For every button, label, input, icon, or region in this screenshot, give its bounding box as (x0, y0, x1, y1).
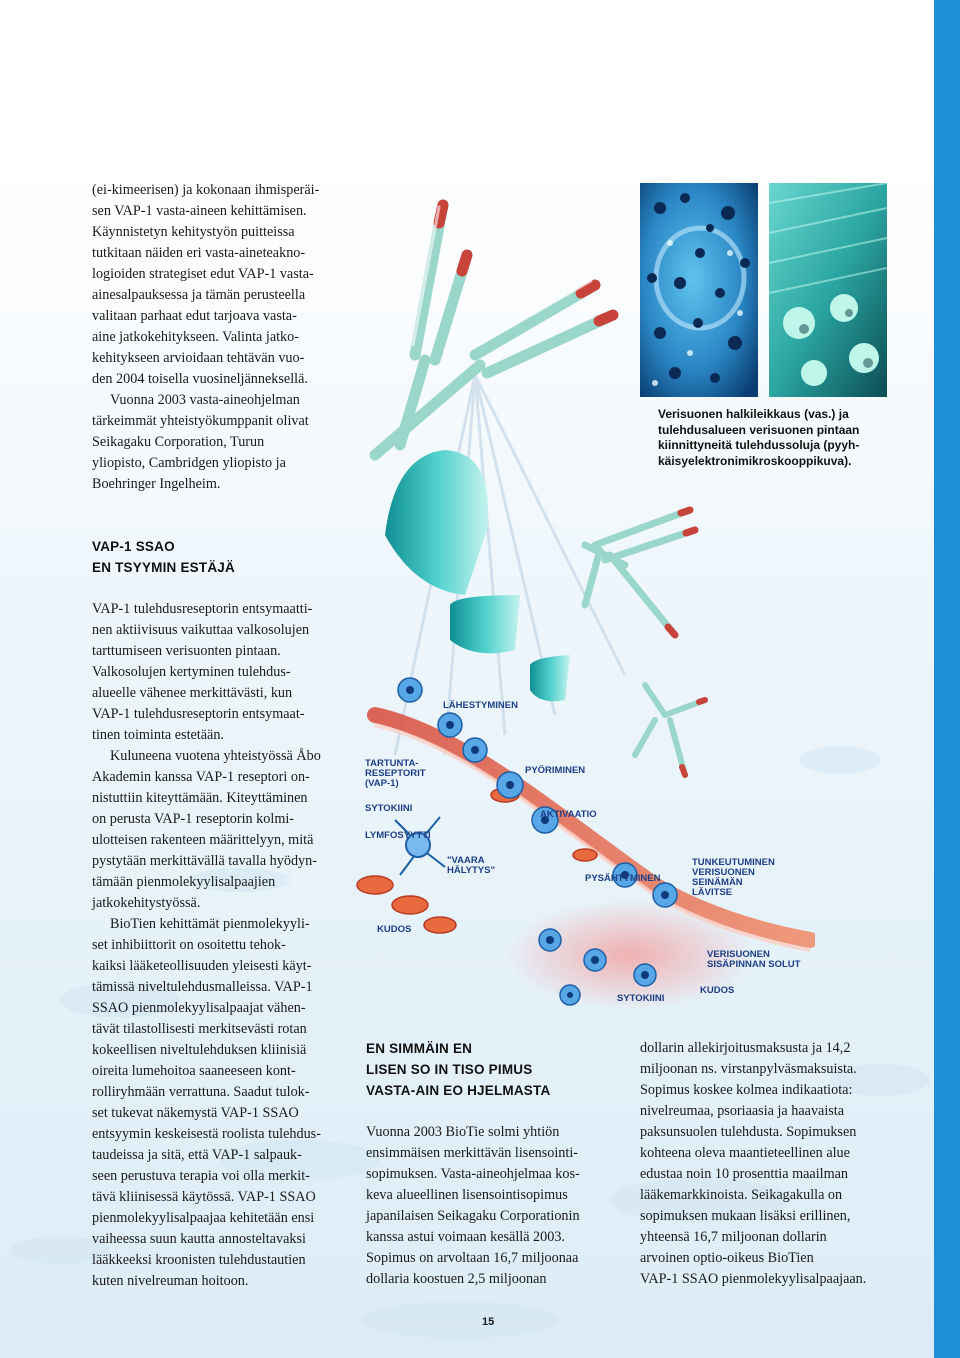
text-line: japanilaisen Seikagaku Corporationin (366, 1208, 580, 1224)
text-line: kehitykseen arvioidaan tehtävän vuo- (92, 350, 305, 366)
text-line: tinen toiminta estetään. (92, 727, 224, 743)
text-line: ensimmäisen merkittävän lisensointi- (366, 1145, 578, 1161)
text-line: miljoonan ns. virstanpylväsmaksuista. (640, 1061, 857, 1077)
text-line: Sopimus on arvoltaan 16,7 miljoonaa (366, 1250, 579, 1266)
label-verisuonen-solut: VERISUONEN (707, 949, 770, 960)
left-column-body (92, 599, 354, 1292)
text-line: tämissä niveltulehdusmalleissa. VAP-1 (92, 979, 313, 995)
text-line: dollarin allekirjoitusmaksusta ja 14,2 (640, 1040, 851, 1056)
text-line: paksunsuolen tulehdusta. Sopimuksen (640, 1124, 857, 1140)
text-line: taudeissa ja sitä, että VAP-1 salpauk- (92, 1147, 302, 1163)
text-line: Vuonna 2003 BioTie solmi yhtiön (366, 1124, 560, 1140)
caption-line: käisyelektronimikroskooppikuva). (658, 453, 852, 468)
text-line: tämään pienmolekyylisalpaajien (92, 874, 276, 890)
text-line: VAP-1 tulehdusreseptorin entsymaatti- (92, 601, 313, 617)
text-line: VAP-1 tulehdusreseptorin entsymaat- (92, 706, 305, 722)
right-column-body (640, 1038, 910, 1290)
label-aktivaatio: AKTIVAATIO (540, 809, 597, 820)
text-line: BioTien kehittämät pienmolekyyli- (110, 916, 310, 932)
label-tunkeutuminen: SEINÄMÄN (692, 877, 743, 888)
text-line: entsyymin keskeisestä roolista tulehdus- (92, 1126, 321, 1142)
text-line: Seikagaku Corporation, Turun (92, 434, 265, 450)
text-line: yhteensä 16,7 miljoonan dollarin (640, 1229, 827, 1245)
heading-line: VASTA-AIN EO HJELMASTA (366, 1083, 551, 1098)
heading-line: LISEN SO IN TISO PIMUS (366, 1062, 533, 1077)
capsule-medium (450, 595, 520, 653)
text-line: on perusta VAP-1 reseptorin kolmi- (92, 811, 295, 827)
capsule-large (385, 450, 488, 595)
capsule-small (530, 655, 570, 701)
text-line: Kuluneena vuotena yhteistyössä Åbo (110, 748, 321, 764)
caption-line: kiinnittyneitä tulehdussoluja (pyyh- (658, 438, 860, 452)
text-line: Akademin kanssa VAP-1 reseptori on- (92, 769, 310, 785)
text-line: kuten nivelreuman hoitoon. (92, 1273, 249, 1289)
text-line: VAP-1 SSAO pienmolekyylisalpaajaan. (640, 1271, 867, 1287)
text-line: Käynnistetyn kehitystyön puitteissa (92, 224, 295, 240)
label-tunkeutuminen: TUNKEUTUMINEN (692, 857, 775, 868)
paragraph-1 (92, 599, 354, 746)
text-line: set inhibiittorit on osoitettu tehok- (92, 937, 286, 953)
leukocyte-adhesion-diagram (355, 195, 815, 1045)
text-line: ulotteisen rakenteen määrittelyyn, mitä (92, 832, 314, 848)
paragraph-3 (92, 914, 354, 1292)
accent-edge-bar (934, 0, 960, 1358)
label-sytokiini: SYTOKIINI (617, 993, 665, 1004)
heading-line: EN SIMMÄIN EN (366, 1041, 473, 1056)
text-line: sen VAP-1 vasta-aineen kehittämisen. (92, 203, 307, 219)
text-line: kanssa astui voimaan kesällä 2003. (366, 1229, 565, 1245)
antibody-small-2 (635, 685, 705, 775)
text-line: lääkemarkkinoista. Seikagakulla on (640, 1187, 843, 1203)
text-line: nen aktiivisuus vaikuttaa valkosolujen (92, 622, 310, 638)
text-line: tärkeimmät yhteistyökumppanit olivat (92, 413, 309, 429)
label-tunkeutuminen: VERISUONEN (692, 867, 755, 878)
antibody-large (375, 205, 613, 455)
intro-paragraph (92, 180, 350, 390)
partners-paragraph (92, 390, 350, 495)
caption-line: tulehdusalueen verisuonen pintaan (658, 422, 860, 437)
text-line: tarttumiseen verisuonten pintaan. (92, 643, 281, 659)
text-line: tävä kliinisessä käytössä. VAP-1 SSAO (92, 1189, 316, 1205)
text-line: Boehringer Ingelheim. (92, 476, 221, 492)
label-tunkeutuminen: LÄVITSE (692, 887, 733, 898)
text-line: Valkosolujen kertyminen tulehdus- (92, 664, 291, 680)
label-kudos: KUDOS (700, 985, 735, 996)
text-line: vaiheessa suun kautta annosteltavaksi (92, 1231, 306, 1247)
label-kudos: KUDOS (377, 924, 412, 935)
text-line: jatkokehitystyössä. (92, 895, 201, 911)
alarm-cell (395, 817, 445, 875)
text-line: tutkitaan näiden eri vasta-aineteakno- (92, 245, 306, 261)
text-line: sopimuksen mukaan lisäksi erillinen, (640, 1208, 851, 1224)
text-line: pystytään merkittävällä tavalla hyödyn- (92, 853, 317, 869)
text-line: edustaa noin 10 prosenttia maailman (640, 1166, 849, 1182)
text-line: den 2004 toisella vuosineljänneksellä. (92, 371, 308, 387)
text-line: seen perustuva terapia voi olla merkit- (92, 1168, 310, 1184)
text-line: (ei-kimeerisen) ja kokonaan ihmisperäi- (92, 182, 320, 198)
page-number: 15 (482, 1316, 495, 1328)
label-sytokiini: SYTOKIINI (365, 803, 413, 814)
left-column (92, 180, 350, 495)
text-line: rolliryhmään verrattuna. Saadut tulok- (92, 1084, 310, 1100)
paragraph-2 (92, 746, 354, 914)
label-lahestyminen: LÄHESTYMINEN (443, 700, 518, 711)
label-tartunta: RESEPTORIT (365, 768, 426, 779)
label-tartunta: (VAP-1) (365, 778, 399, 789)
text-line: tävät tilastollisesti merkitsevästi rotan (92, 1021, 307, 1037)
text-line: ainesalpauksessa ja tämän perusteella (92, 287, 306, 303)
text-line: yliopisto, Cambridgen yliopisto ja (92, 455, 286, 471)
section-heading-vap1 (92, 536, 235, 578)
label-pysahtyminen: PYSÄHTYMINEN (585, 873, 661, 884)
text-line: kaiksi lääketeollisuuden yleisesti käyt- (92, 958, 312, 974)
text-line: Vuonna 2003 vasta-aineohjelman (110, 392, 300, 408)
label-vaara: "VAARA (447, 855, 485, 866)
text-line: alueelle vähenee merkittävästi, kun (92, 685, 293, 701)
text-line: logioiden strategiset edut VAP-1 vasta- (92, 266, 314, 282)
text-line: keva alueellinen lisensointisopimus (366, 1187, 568, 1203)
antibody-small-1 (585, 510, 695, 635)
text-line: valitaan parhaat edut tarjoava vasta- (92, 308, 297, 324)
text-line: oireita lumehoitoa saaneeseen kont- (92, 1063, 296, 1079)
label-tartunta: TARTUNTA- (365, 758, 419, 769)
text-line: nistuttiin kiteyttämään. Kiteyttäminen (92, 790, 308, 806)
section-heading-license (366, 1038, 550, 1101)
text-line: set tukevat näkemystä VAP-1 SSAO (92, 1105, 299, 1121)
label-lymfosyytti: LYMFOSYYTTI (365, 830, 431, 841)
text-line: sopimuksen. Vasta-aineohjelmaa kos- (366, 1166, 580, 1182)
heading-line: EN TSYYMIN ESTÄJÄ (92, 560, 235, 575)
text-line: kokeellisen niveltulehduksen kliinisiä (92, 1042, 307, 1058)
text-line: arvoinen optio-oikeus BioTien (640, 1250, 814, 1266)
text-line: aine jatkokehitykseen. Valinta jatko- (92, 329, 299, 345)
label-verisuonen-solut: SISÄPINNAN SOLUT (707, 959, 801, 970)
text-line: SSAO pienmolekyylisalpaajat vähen- (92, 1000, 306, 1016)
text-line: dollaria koostuen 2,5 miljoonan (366, 1271, 547, 1287)
caption-line: Verisuonen halkileikkaus (vas.) ja (658, 407, 849, 421)
text-line: nivelreumaa, psoriaasia ja haavaista (640, 1103, 845, 1119)
label-vaara: HÄLYTYS" (447, 865, 495, 876)
label-pyoriminen: PYÖRIMINEN (525, 765, 586, 776)
text-line: lääkkeeksi kroonisten tulehdustautien (92, 1252, 306, 1268)
middle-column-body (366, 1122, 628, 1290)
heading-line: VAP-1 SSAO (92, 539, 175, 554)
text-line: Sopimus koskee kolmea indikaatiota: (640, 1082, 853, 1098)
text-line: kohteena oleva maantieteellinen alue (640, 1145, 850, 1161)
text-line: pienmolekyylisalpaajaa kehitetään ensi (92, 1210, 315, 1226)
